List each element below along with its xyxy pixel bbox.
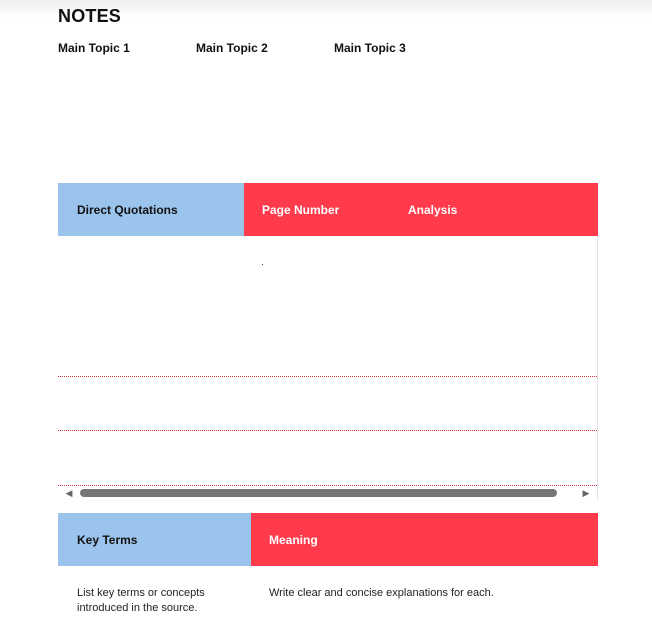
page-number-header-label: Page Number xyxy=(262,203,340,217)
key-terms-hint: List key terms or concepts introduced in the source. xyxy=(77,587,205,614)
quotations-table xyxy=(58,183,598,500)
meaning-header-label: Meaning xyxy=(269,533,318,547)
row-divider xyxy=(58,430,597,431)
text-cursor-dot xyxy=(262,264,263,265)
key-terms-header-cell xyxy=(58,513,251,566)
main-topic-1: Main Topic 1 xyxy=(58,41,130,55)
page-analysis-header-cell xyxy=(244,183,598,236)
main-topic-3: Main Topic 3 xyxy=(334,41,406,55)
analysis-header-label: Analysis xyxy=(408,203,458,217)
meaning-header-cell xyxy=(251,513,598,566)
quotations-header-label: Direct Quotations xyxy=(77,203,178,217)
key-terms-table-header xyxy=(58,513,598,566)
main-topic-2: Main Topic 2 xyxy=(196,41,268,55)
key-terms-header-label: Key Terms xyxy=(77,533,138,547)
scroll-left-arrow-icon[interactable]: ◀ xyxy=(65,488,73,498)
quotations-table-header xyxy=(58,183,598,236)
row-divider xyxy=(58,376,597,377)
meaning-hint: Write clear and concise explanations for each. xyxy=(269,587,494,599)
quotations-header-cell xyxy=(58,183,244,236)
page-title: NOTES xyxy=(58,6,122,26)
horizontal-scrollbar[interactable] xyxy=(58,486,597,500)
scroll-right-arrow-icon[interactable]: ▶ xyxy=(582,488,590,498)
scroll-thumb[interactable] xyxy=(80,489,557,497)
